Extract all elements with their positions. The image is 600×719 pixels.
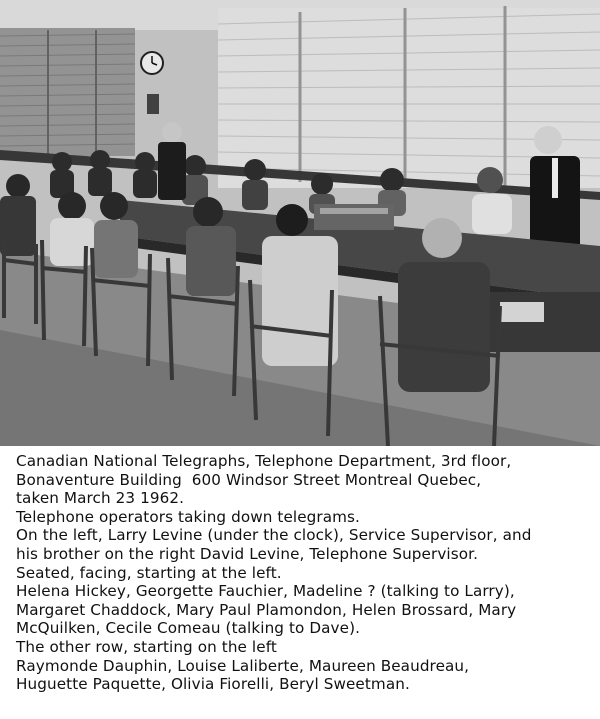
caption-line: taken March 23 1962. — [16, 489, 185, 508]
caption-line: Canadian National Telegraphs, Telephone Department, 3rd floor, — [16, 452, 512, 470]
caption-line: Raymonde Dauphin, Louise Laliberte, Maureen Beaudreau, — [16, 656, 470, 675]
caption-line: Telephone operators taking down telegrams. — [16, 507, 360, 526]
caption-line: Bonaventure Building 600 Windsor Street Montreal Quebec, — [16, 470, 482, 489]
caption-line: The other row, starting on the left — [16, 637, 277, 656]
caption-line: Margaret Chaddock, Mary Paul Plamondon, Helen Brossard, Mary — [16, 600, 517, 619]
caption-line: Seated, facing, starting at the left. — [16, 563, 282, 582]
caption-line: Huguette Paquette, Olivia Fiorelli, Beryl Sweetman. — [16, 675, 410, 694]
caption-line: On the left, Larry Levine (under the clock), Service Supervisor, and — [16, 526, 532, 545]
photo-caption — [16, 452, 596, 694]
caption-line: Helena Hickey, Georgette Fauchier, Madeline ? (talking to Larry), — [16, 582, 515, 601]
caption-line: McQuilken, Cecile Comeau (talking to Dave). — [16, 619, 361, 638]
caption-line: his brother on the right David Levine, Telephone Supervisor. — [16, 544, 479, 563]
